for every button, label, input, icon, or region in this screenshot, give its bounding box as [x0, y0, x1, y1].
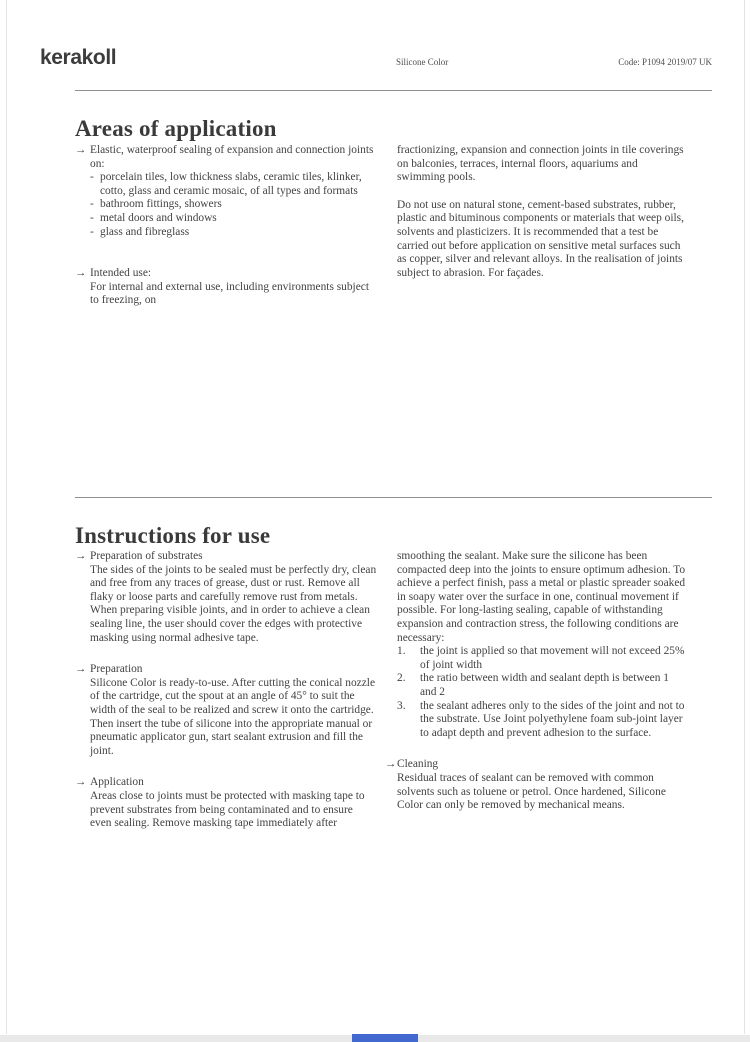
list-item — [90, 212, 377, 226]
areas-item-intended-use-body: For internal and external use, including environments subject to freezing, on — [90, 280, 369, 307]
instructions-paragraph: smoothing the sealant. Make sure the silicone has been compacted deep into the joints to ensure optimum adhesion. To achieve a perfect finish, pass a metal or plastic spreader soaked in soapy water over the surface in one, continual movement if possible. For long-lasting sealing, capable of withstanding expansion and contraction stress, the following conditions are necessary: — [397, 550, 686, 644]
list-item — [90, 198, 377, 212]
arrow-bullet-icon: → — [75, 776, 87, 789]
header-document-code: Code: P1094 2019/07 UK — [618, 57, 712, 67]
list-item-text: porcelain tiles, low thickness slabs, ceramic tiles, klinker, cotto, glass and ceramic mosaic, of all types and formats — [100, 171, 362, 197]
page-left-edge — [6, 0, 7, 1034]
list-item — [90, 171, 377, 198]
areas-right-column — [385, 144, 687, 280]
arrow-bullet-icon: → — [385, 758, 397, 771]
instructions-left-column — [75, 550, 377, 831]
areas-item-sealing — [75, 144, 377, 239]
instructions-block-cleaning — [385, 758, 687, 812]
dash-bullet-icon: - — [90, 225, 94, 238]
list-item-text: glass and fibreglass — [100, 225, 190, 238]
arrow-bullet-icon: → — [75, 267, 87, 280]
kerakoll-logo: kerakoll — [40, 46, 117, 69]
block-lead: Cleaning — [397, 758, 439, 771]
block-lead: Application — [90, 776, 144, 789]
numbered-item-text: the ratio between width and sealant depth is between 1 and 2 — [420, 672, 669, 698]
instructions-block-preparation-of-substrates — [75, 550, 377, 645]
bottom-accent-mark — [352, 1034, 418, 1042]
instructions-right-column — [385, 550, 687, 813]
arrow-bullet-icon: → — [75, 550, 87, 562]
areas-item-sealing-lead: Elastic, waterproof sealing of expansion and connection joints on: — [90, 144, 374, 170]
areas-item-intended-use-lead: Intended use: — [90, 267, 152, 280]
section-title-areas-of-application: Areas of application — [75, 116, 277, 142]
numbered-item — [385, 672, 687, 699]
block-lead: Preparation of substrates — [90, 550, 203, 562]
numbered-item — [385, 645, 687, 672]
instructions-block-application — [75, 776, 377, 830]
block-lead: Preparation — [90, 663, 143, 676]
dash-bullet-icon: - — [90, 211, 94, 224]
arrow-bullet-icon: → — [75, 663, 87, 676]
numbered-item-text: the joint is applied so that movement will not exceed 25% of joint width — [420, 645, 685, 671]
item-number: 3. — [397, 699, 406, 712]
list-item — [90, 226, 377, 240]
block-body: Silicone Color is ready-to-use. After cutting the conical nozzle of the cartridge, cut the spout at an angle of 45° to suit the width of the seal to be realized and screw it onto the cartridge. Then insert the tube of silicone into the appropriate manual or pneumatic applicator gun, start sealant extrusion and fill the joint. — [90, 676, 375, 757]
areas-item-intended-use — [75, 267, 377, 308]
block-body: The sides of the joints to be sealed must be perfectly dry, clean and free from any traces of grease, dust or rust. Remove all flaky or loose parts and carefully remove rust from metals. When preparing visible joints, and in order to achieve a clean sealing line, the user should cover the edges with protective masking using normal adhesive tape. — [90, 563, 377, 644]
section-divider — [75, 497, 712, 498]
numbered-item — [385, 700, 687, 741]
numbered-item-text: the sealant adheres only to the sides of the joint and not to the substrate. Use Joint polyethylene foam sub-joint layer to adapt depth and prevent adhesion to the surface. — [420, 699, 685, 739]
section-divider — [75, 90, 712, 91]
block-body: Areas close to joints must be protected with masking tape to prevent substrates from being contaminated and to ensure even sealing. Remove masking tape immediately after — [90, 789, 365, 830]
block-body: Residual traces of sealant can be removed with common solvents such as toluene or petrol. Once hardened, Silicone Color can only be removed by mechanical means. — [397, 771, 666, 812]
areas-left-column — [75, 144, 377, 308]
dash-bullet-icon: - — [90, 198, 94, 211]
item-number: 2. — [397, 672, 406, 685]
areas-paragraph: fractionizing, expansion and connection joints in tile coverings on balconies, terraces, internal floors, aquariums and swimming pools. — [397, 144, 684, 184]
list-item-text: bathroom fittings, showers — [100, 198, 222, 211]
areas-paragraph-do-not-use: Do not use on natural stone, cement-based substrates, rubber, plastic and bituminous components or materials that weep oils, solvents and plasticizers. It is recommended that a test be carried out before application on sensitive metal surfaces such as copper, silver and relevant alloys. In the realisation of joints subject to abrasion. For façades. — [397, 198, 684, 279]
page-right-edge — [744, 0, 745, 1034]
dash-bullet-icon: - — [90, 171, 94, 184]
instructions-block-preparation — [75, 663, 377, 758]
section-title-instructions-for-use: Instructions for use — [75, 523, 271, 549]
item-number: 1. — [397, 645, 406, 658]
list-item-text: metal doors and windows — [100, 211, 217, 224]
arrow-bullet-icon: → — [75, 144, 87, 156]
header-document-title: Silicone Color — [396, 57, 449, 67]
